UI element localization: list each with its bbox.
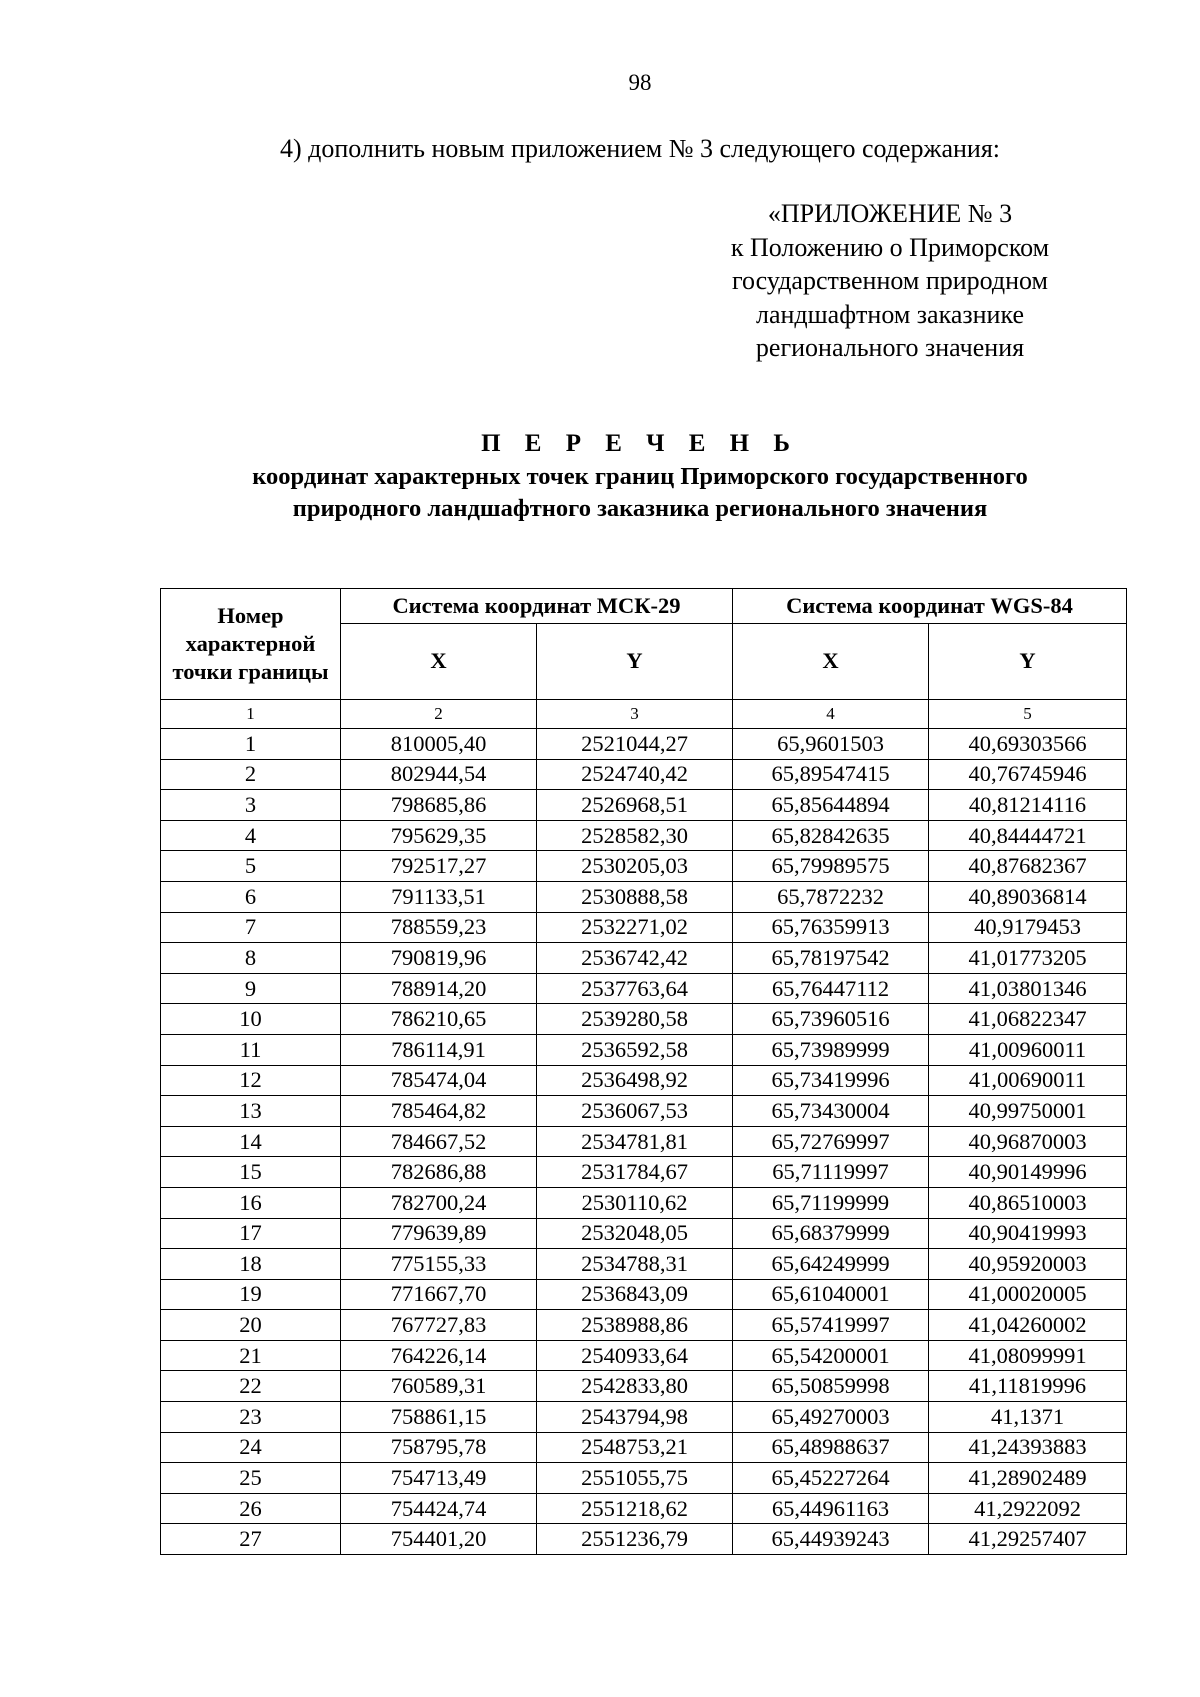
cell-msk-y: 2530110,62 <box>537 1187 733 1218</box>
cell-msk-x: 754424,74 <box>341 1493 537 1524</box>
table-row <box>161 1432 1127 1463</box>
appendix-line: регионального значения <box>755 333 1025 362</box>
cell-point-number: 17 <box>161 1218 341 1249</box>
table-row <box>161 851 1127 882</box>
cell-wgs-x: 65,57419997 <box>733 1310 929 1341</box>
cell-wgs-x: 65,89547415 <box>733 759 929 790</box>
table-row <box>161 1249 1127 1280</box>
document-title <box>0 427 1200 525</box>
cell-wgs-y: 40,81214116 <box>929 790 1127 821</box>
header-msk29: Система координат МСК-29 <box>341 589 733 624</box>
cell-wgs-y: 41,28902489 <box>929 1463 1127 1494</box>
cell-msk-y: 2536067,53 <box>537 1096 733 1127</box>
cell-wgs-x: 65,48988637 <box>733 1432 929 1463</box>
cell-msk-y: 2531784,67 <box>537 1157 733 1188</box>
table-row <box>161 973 1127 1004</box>
header-wgs-y: Y <box>929 623 1127 699</box>
table-row <box>161 912 1127 943</box>
cell-point-number: 3 <box>161 790 341 821</box>
cell-msk-y: 2539280,58 <box>537 1004 733 1035</box>
cell-wgs-y: 40,90149996 <box>929 1157 1127 1188</box>
cell-msk-y: 2526968,51 <box>537 790 733 821</box>
table-row <box>161 790 1127 821</box>
table-row <box>161 1402 1127 1433</box>
cell-wgs-y: 40,84444721 <box>929 820 1127 851</box>
cell-msk-x: 771667,70 <box>341 1279 537 1310</box>
table-row <box>161 1524 1127 1555</box>
cell-msk-y: 2536498,92 <box>537 1065 733 1096</box>
cell-msk-y: 2532271,02 <box>537 912 733 943</box>
cell-wgs-x: 65,85644894 <box>733 790 929 821</box>
header-point-number: Номер характерной точки границы <box>161 589 341 700</box>
cell-point-number: 23 <box>161 1402 341 1433</box>
cell-wgs-x: 65,78197542 <box>733 943 929 974</box>
intro-paragraph: 4) дополнить новым приложением № 3 следующего содержания: <box>279 134 1001 163</box>
table-row <box>161 1371 1127 1402</box>
appendix-heading <box>690 197 1090 365</box>
cell-msk-x: 788914,20 <box>341 973 537 1004</box>
table-row <box>161 1065 1127 1096</box>
cell-point-number: 25 <box>161 1463 341 1494</box>
table-row <box>161 1463 1127 1494</box>
cell-wgs-y: 40,86510003 <box>929 1187 1127 1218</box>
table-row <box>161 1157 1127 1188</box>
cell-msk-x: 791133,51 <box>341 881 537 912</box>
title-subtitle-line-2: природного ландшафтного заказника регионального значения <box>292 495 988 522</box>
cell-wgs-x: 65,76359913 <box>733 912 929 943</box>
cell-wgs-y: 40,87682367 <box>929 851 1127 882</box>
table-body <box>161 700 1127 1555</box>
header-wgs84: Система координат WGS-84 <box>733 589 1127 624</box>
cell-msk-y: 2534788,31 <box>537 1249 733 1280</box>
table-row <box>161 943 1127 974</box>
cell-wgs-x: 65,68379999 <box>733 1218 929 1249</box>
cell-msk-x: 764226,14 <box>341 1340 537 1371</box>
cell-point-number: 13 <box>161 1096 341 1127</box>
cell-wgs-y: 41,00020005 <box>929 1279 1127 1310</box>
coordinates-table <box>160 588 1127 1555</box>
table-row <box>161 1218 1127 1249</box>
cell-wgs-x: 65,79989575 <box>733 851 929 882</box>
appendix-line: к Положению о Приморском <box>730 232 1050 262</box>
cell-wgs-x: 65,73960516 <box>733 1004 929 1035</box>
cell-point-number: 14 <box>161 1126 341 1157</box>
cell-msk-x: 784667,52 <box>341 1126 537 1157</box>
cell-point-number: 19 <box>161 1279 341 1310</box>
cell-msk-x: 790819,96 <box>341 943 537 974</box>
cell-wgs-y: 41,00690011 <box>929 1065 1127 1096</box>
table-row <box>161 820 1127 851</box>
cell-msk-y: 2537763,64 <box>537 973 733 1004</box>
cell-wgs-x: 65,72769997 <box>733 1126 929 1157</box>
table-row <box>161 1340 1127 1371</box>
cell-wgs-x: 65,64249999 <box>733 1249 929 1280</box>
cell-wgs-x: 65,73430004 <box>733 1096 929 1127</box>
cell-msk-y: 2532048,05 <box>537 1218 733 1249</box>
table-row <box>161 1187 1127 1218</box>
cell-point-number: 5 <box>161 851 341 882</box>
cell-wgs-y: 41,11819996 <box>929 1371 1127 1402</box>
cell-point-number: 7 <box>161 912 341 943</box>
cell-wgs-y: 41,29257407 <box>929 1524 1127 1555</box>
cell-point-number: 2 <box>161 759 341 790</box>
column-number-row <box>161 700 1127 729</box>
table-row <box>161 1004 1127 1035</box>
table-row <box>161 759 1127 790</box>
appendix-line: «ПРИЛОЖЕНИЕ № 3 <box>767 199 1013 228</box>
cell-wgs-y: 41,04260002 <box>929 1310 1127 1341</box>
cell-point-number: 21 <box>161 1340 341 1371</box>
cell-wgs-x: 65,44961163 <box>733 1493 929 1524</box>
cell-msk-x: 786114,91 <box>341 1034 537 1065</box>
cell-point-number: 22 <box>161 1371 341 1402</box>
cell-wgs-y: 40,76745946 <box>929 759 1127 790</box>
cell-msk-x: 785464,82 <box>341 1096 537 1127</box>
column-number: 3 <box>537 700 733 729</box>
cell-point-number: 15 <box>161 1157 341 1188</box>
cell-wgs-y: 41,06822347 <box>929 1004 1127 1035</box>
cell-msk-y: 2536742,42 <box>537 943 733 974</box>
cell-point-number: 1 <box>161 729 341 760</box>
cell-wgs-x: 65,76447112 <box>733 973 929 1004</box>
cell-wgs-y: 40,89036814 <box>929 881 1127 912</box>
table-row <box>161 881 1127 912</box>
table-row <box>161 1096 1127 1127</box>
cell-msk-y: 2551055,75 <box>537 1463 733 1494</box>
cell-wgs-y: 40,90419993 <box>929 1218 1127 1249</box>
cell-msk-x: 782700,24 <box>341 1187 537 1218</box>
cell-msk-y: 2534781,81 <box>537 1126 733 1157</box>
table-row <box>161 1034 1127 1065</box>
cell-wgs-y: 40,99750001 <box>929 1096 1127 1127</box>
cell-wgs-y: 41,24393883 <box>929 1432 1127 1463</box>
cell-msk-y: 2543794,98 <box>537 1402 733 1433</box>
cell-msk-x: 788559,23 <box>341 912 537 943</box>
cell-wgs-x: 65,50859998 <box>733 1371 929 1402</box>
appendix-line: государственном природном <box>731 266 1049 295</box>
cell-msk-y: 2538988,86 <box>537 1310 733 1341</box>
column-number: 1 <box>161 700 341 729</box>
cell-msk-y: 2528582,30 <box>537 820 733 851</box>
cell-wgs-x: 65,71199999 <box>733 1187 929 1218</box>
column-number: 4 <box>733 700 929 729</box>
cell-msk-y: 2551218,62 <box>537 1493 733 1524</box>
cell-point-number: 18 <box>161 1249 341 1280</box>
title-main: П Е Р Е Ч Е Н Ь <box>481 430 799 457</box>
cell-wgs-x: 65,73419996 <box>733 1065 929 1096</box>
header-msk-y: Y <box>537 623 733 699</box>
cell-msk-x: 754401,20 <box>341 1524 537 1555</box>
cell-wgs-y: 41,1371 <box>929 1402 1127 1433</box>
cell-msk-x: 775155,33 <box>341 1249 537 1280</box>
cell-msk-x: 782686,88 <box>341 1157 537 1188</box>
cell-msk-x: 810005,40 <box>341 729 537 760</box>
cell-point-number: 4 <box>161 820 341 851</box>
cell-wgs-x: 65,73989999 <box>733 1034 929 1065</box>
cell-wgs-y: 40,96870003 <box>929 1126 1127 1157</box>
cell-msk-x: 792517,27 <box>341 851 537 882</box>
cell-point-number: 12 <box>161 1065 341 1096</box>
cell-msk-x: 795629,35 <box>341 820 537 851</box>
cell-wgs-x: 65,54200001 <box>733 1340 929 1371</box>
cell-msk-y: 2536843,09 <box>537 1279 733 1310</box>
cell-point-number: 16 <box>161 1187 341 1218</box>
cell-wgs-x: 65,45227264 <box>733 1463 929 1494</box>
cell-msk-y: 2540933,64 <box>537 1340 733 1371</box>
cell-msk-x: 758861,15 <box>341 1402 537 1433</box>
cell-wgs-x: 65,82842635 <box>733 820 929 851</box>
cell-msk-x: 786210,65 <box>341 1004 537 1035</box>
title-subtitle-line-1: координат характерных точек границ Приморского государственного <box>252 463 1028 490</box>
cell-wgs-y: 41,2922092 <box>929 1493 1127 1524</box>
cell-point-number: 9 <box>161 973 341 1004</box>
cell-wgs-x: 65,61040001 <box>733 1279 929 1310</box>
table-row <box>161 1310 1127 1341</box>
cell-msk-x: 802944,54 <box>341 759 537 790</box>
table-row <box>161 1493 1127 1524</box>
cell-msk-x: 798685,86 <box>341 790 537 821</box>
cell-msk-y: 2530888,58 <box>537 881 733 912</box>
cell-msk-y: 2521044,27 <box>537 729 733 760</box>
table-row <box>161 729 1127 760</box>
cell-point-number: 6 <box>161 881 341 912</box>
cell-wgs-y: 41,01773205 <box>929 943 1127 974</box>
cell-wgs-x: 65,49270003 <box>733 1402 929 1433</box>
cell-wgs-x: 65,7872232 <box>733 881 929 912</box>
cell-point-number: 24 <box>161 1432 341 1463</box>
header-msk-x: X <box>341 623 537 699</box>
cell-wgs-y: 41,03801346 <box>929 973 1127 1004</box>
cell-wgs-y: 40,95920003 <box>929 1249 1127 1280</box>
cell-point-number: 8 <box>161 943 341 974</box>
cell-wgs-x: 65,71119997 <box>733 1157 929 1188</box>
header-wgs-x: X <box>733 623 929 699</box>
cell-msk-x: 785474,04 <box>341 1065 537 1096</box>
cell-wgs-x: 65,44939243 <box>733 1524 929 1555</box>
cell-point-number: 10 <box>161 1004 341 1035</box>
column-number: 2 <box>341 700 537 729</box>
cell-msk-x: 767727,83 <box>341 1310 537 1341</box>
cell-point-number: 11 <box>161 1034 341 1065</box>
cell-msk-y: 2536592,58 <box>537 1034 733 1065</box>
table-row <box>161 1126 1127 1157</box>
cell-msk-y: 2524740,42 <box>537 759 733 790</box>
cell-msk-x: 779639,89 <box>341 1218 537 1249</box>
cell-msk-x: 758795,78 <box>341 1432 537 1463</box>
table-row <box>161 1279 1127 1310</box>
appendix-line: ландшафтном заказнике <box>755 299 1024 329</box>
cell-wgs-y: 40,9179453 <box>929 912 1127 943</box>
cell-msk-y: 2548753,21 <box>537 1432 733 1463</box>
cell-msk-y: 2542833,80 <box>537 1371 733 1402</box>
column-number: 5 <box>929 700 1127 729</box>
cell-msk-x: 754713,49 <box>341 1463 537 1494</box>
cell-msk-y: 2551236,79 <box>537 1524 733 1555</box>
cell-wgs-x: 65,9601503 <box>733 729 929 760</box>
cell-wgs-y: 40,69303566 <box>929 729 1127 760</box>
cell-wgs-y: 41,00960011 <box>929 1034 1127 1065</box>
cell-point-number: 26 <box>161 1493 341 1524</box>
cell-msk-x: 760589,31 <box>341 1371 537 1402</box>
cell-point-number: 20 <box>161 1310 341 1341</box>
page-number: 98 <box>628 70 652 95</box>
cell-point-number: 27 <box>161 1524 341 1555</box>
cell-wgs-y: 41,08099991 <box>929 1340 1127 1371</box>
cell-msk-y: 2530205,03 <box>537 851 733 882</box>
